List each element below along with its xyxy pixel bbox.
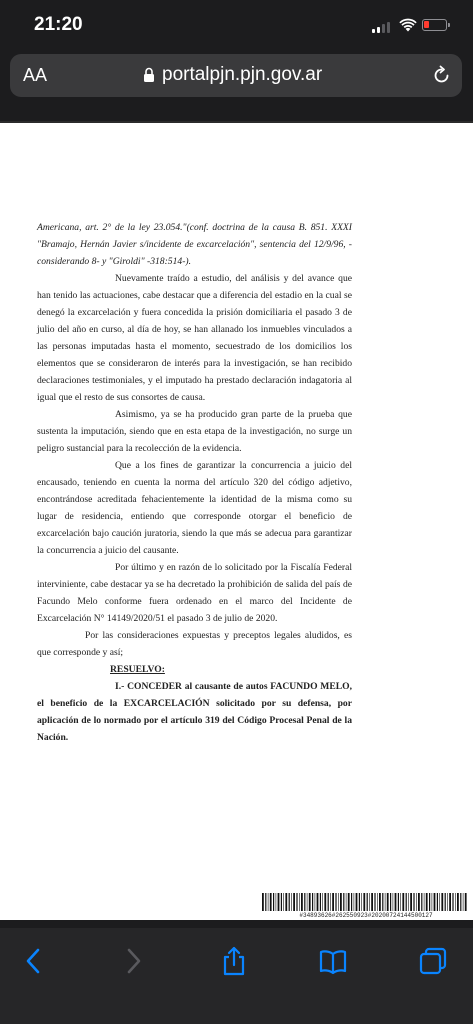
chevron-left-icon[interactable] [19, 946, 49, 976]
document-page [0, 121, 473, 920]
chevron-right-icon[interactable] [118, 946, 148, 976]
paragraph-evidence: Asimismo, ya se ha producido gran parte de la prueba que sustenta la imputación, siendo que en esta etapa de la investigación, no surge un peligro sustancial para la recolección de la evidencia. [37, 409, 352, 454]
barcode [262, 893, 468, 911]
paragraph-analysis: Nuevamente traído a estudio, del análisis y del avance que han tenido las actuaciones, cabe destacar que a diferencia del estadio en la cual se denegó la excarcelación y fuera concedida la prisión domiciliaria el pasado 3 de julio del año en curso, al día de hoy, se han allanado los inmuebles vinculados a las personas imputadas hasta el momento, secuestrado de los domicilios los elementos que se consideraron de interés para la investigación, se han recibido declaraciones testimoniales, y el imputado ha prestado declaración indagatoria al igual que el resto de sus consortes de causa. [37, 273, 352, 403]
barcode-text: #34893626#262550923#20200724144500127 [299, 912, 433, 919]
url-text[interactable]: portalpjn.pjn.gov.ar [162, 64, 323, 85]
paragraph-guarantee: Que a los fines de garantizar la concurrencia a juicio del encausado, teniendo en cuenta la norma del artículo 320 del código adjetivo, encontrándose acreditada fehacientemente la identidad de la misma como su lugar de residencia, entiendo que corresponde otorgar el beneficio de excarcelación bajo caución juratoria, siendo la que más se adecua para garantizar la concurrencia a juicio del causante. [37, 460, 352, 556]
document-body [37, 219, 352, 746]
battery-icon [422, 19, 447, 31]
paragraph-prohibition: Por último y en razón de lo solicitado por la Fiscalía Federal interviniente, cabe destacar ya se ha decretado la prohibición de salida del país de Facundo Melo conforme fuera ordenado en el marco del Incidente de Excarcelación N° 14149/2020/51 el pasado 3 de julio de 2020. [37, 562, 352, 624]
paragraph-citation: Americana, art. 2° de la ley 23.054."(conf. doctrina de la causa B. 851. XXXI "Bramajo, Hernán Javier s/incidente de excarcelación", sentencia del 12/9/96, -considerando 8- y "Giroldi" -318:514-). [37, 222, 352, 267]
reload-icon[interactable] [431, 65, 452, 86]
status-bar [0, 0, 473, 48]
share-icon[interactable] [219, 946, 249, 976]
cellular-signal-icon [372, 22, 390, 33]
address-bar[interactable] [10, 54, 462, 97]
tabs-icon[interactable] [418, 946, 448, 976]
text-size-label: AA [23, 65, 48, 85]
paragraph-resolution: I.- CONCEDER al causante de autos FACUNDO MELO, el beneficio de la EXCARCELACIÓN solicitado por su defensa, por aplicación de lo normado por el artículo 319 del Código Procesal Penal de la Nación. [37, 681, 352, 743]
text-size-button[interactable] [23, 65, 47, 86]
status-time: 21:20 [34, 14, 83, 35]
resuelvo-heading: RESUELVO: [110, 664, 165, 675]
book-icon[interactable] [318, 946, 348, 976]
wifi-icon [399, 17, 417, 33]
lock-icon [143, 67, 155, 83]
paragraph-considerations: Por las consideraciones expuestas y preceptos legales aludidos, es que corresponde y así; [37, 630, 352, 658]
browser-toolbar [0, 928, 473, 1024]
